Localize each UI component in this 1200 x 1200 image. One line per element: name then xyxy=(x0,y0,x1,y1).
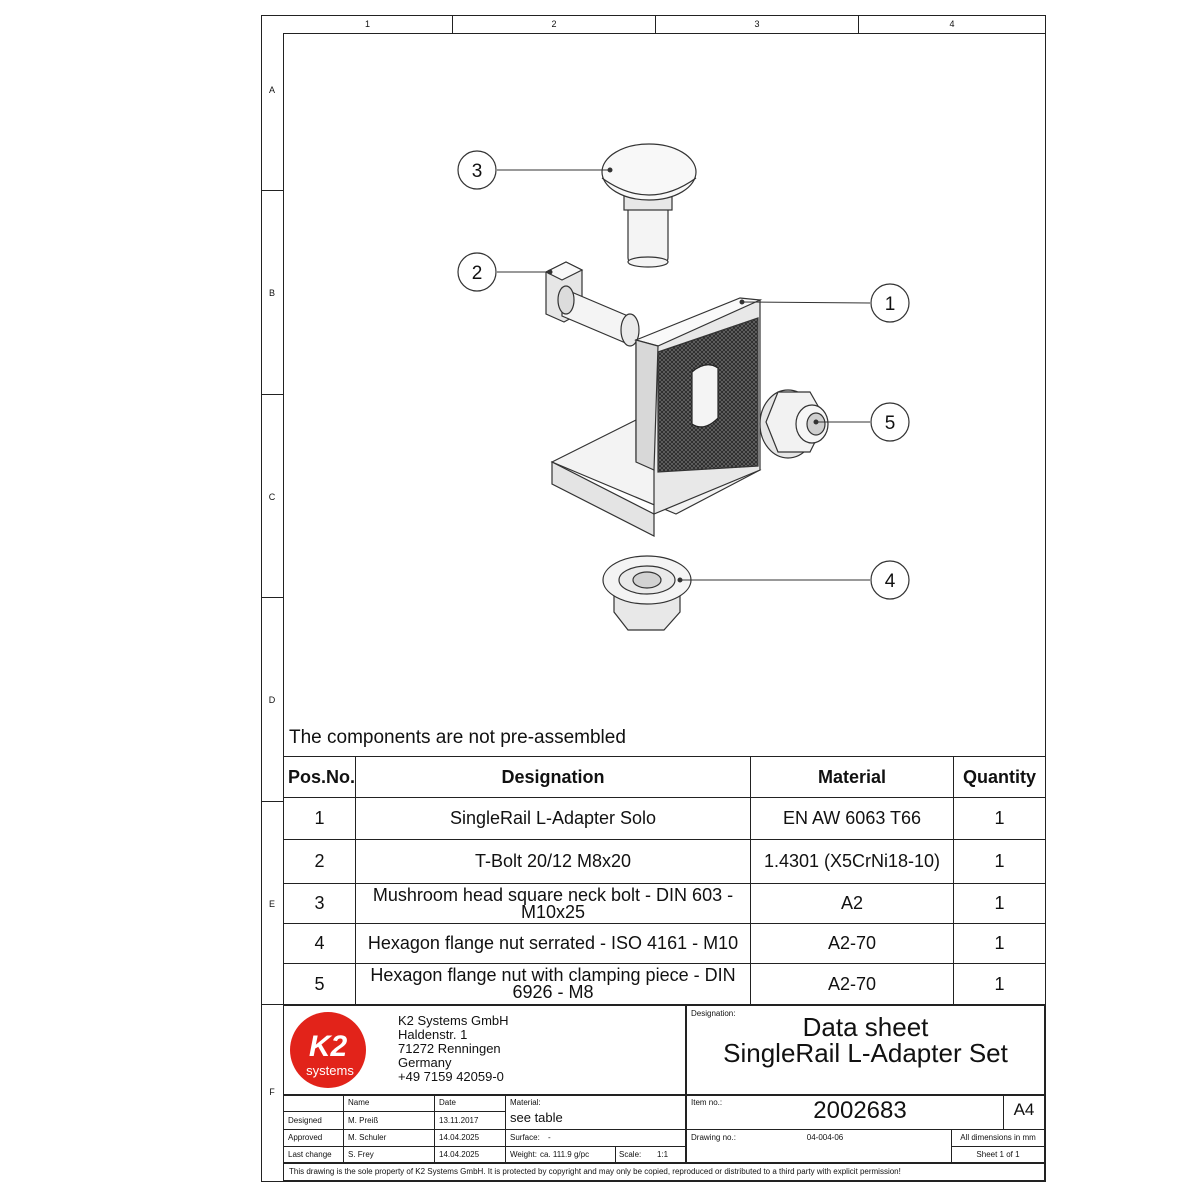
cell-material: 1.4301 (X5CrNi18-10) xyxy=(751,840,954,884)
zone-row-b-label: B xyxy=(268,288,275,298)
name-column-header: Name xyxy=(348,1098,370,1107)
zone-row-e-label: E xyxy=(268,899,275,909)
parts-table-header xyxy=(284,757,1046,798)
table-row xyxy=(284,964,1046,1005)
cell-pos: 3 xyxy=(284,884,356,924)
zone-row-e xyxy=(261,802,283,1005)
table-row xyxy=(284,924,1046,964)
zone-row-c-label: C xyxy=(268,492,276,502)
cell-pos: 4 xyxy=(284,924,356,964)
table-row xyxy=(284,884,1046,924)
header-designation: Designation xyxy=(356,757,751,798)
designed-date: 13.11.2017 xyxy=(439,1116,479,1125)
zone-column-2: 2 xyxy=(453,15,656,33)
cell-designation: T-Bolt 20/12 M8x20 xyxy=(356,840,751,884)
logo-sub-text: systems xyxy=(306,1063,354,1078)
approved-name: M. Schuler xyxy=(348,1133,387,1142)
designed-name: M. Preiß xyxy=(348,1116,379,1125)
company-phone: +49 7159 42059-0 xyxy=(398,1069,504,1084)
scale-value: 1:1 xyxy=(657,1150,669,1159)
cell-designation: Hexagon flange nut with clamping piece - DIN 6926 - M8 xyxy=(356,964,751,1005)
designed-role: Designed xyxy=(288,1116,322,1125)
dimensions-note: All dimensions in mm xyxy=(960,1133,1036,1142)
surface-value: - xyxy=(548,1133,551,1142)
zone-row-f-label: F xyxy=(269,1087,275,1097)
zone-column-1: 1 xyxy=(283,15,453,33)
header-material: Material xyxy=(751,757,954,798)
title-line-1: Data sheet xyxy=(802,1012,929,1042)
drawing-no-label: Drawing no.: xyxy=(691,1133,736,1142)
company-country: Germany xyxy=(398,1055,452,1070)
material-label: Material: xyxy=(510,1098,541,1107)
approved-date: 14.04.2025 xyxy=(439,1133,480,1142)
surface-label: Surface: xyxy=(510,1133,540,1142)
cell-material: A2-70 xyxy=(751,924,954,964)
last-change-role: Last change xyxy=(288,1150,332,1159)
title-line-2: SingleRail L-Adapter Set xyxy=(723,1038,1008,1068)
drawing-number: 04-004-06 xyxy=(806,1133,844,1142)
cell-quantity: 1 xyxy=(954,840,1046,884)
callout-label-4: 4 xyxy=(884,571,896,592)
parts-list-table xyxy=(283,756,1046,1005)
callout-label-5: 5 xyxy=(884,413,896,434)
header-quantity: Quantity xyxy=(954,757,1046,798)
logo-brand-text: K2 xyxy=(308,1030,348,1063)
copyright-disclaimer: This drawing is the sole property of K2 Systems GmbH. It is protected by copyright and may only be copied, reproduced or distributed to a third party with explicit permission! xyxy=(289,1167,901,1176)
hex-flange-nut-serrated-part xyxy=(603,556,691,630)
callout-label-2: 2 xyxy=(471,263,483,284)
cell-pos: 1 xyxy=(284,798,356,840)
cell-material: EN AW 6063 T66 xyxy=(751,798,954,840)
callout-label-1: 1 xyxy=(884,294,896,315)
paper-format: A4 xyxy=(1013,1100,1035,1119)
l-adapter-part xyxy=(552,298,760,536)
material-value: see table xyxy=(510,1110,563,1125)
cell-quantity: 1 xyxy=(954,924,1046,964)
cell-designation: Hexagon flange nut serrated - ISO 4161 - M10 xyxy=(356,924,751,964)
zone-row-d-label: D xyxy=(268,695,276,705)
designation-label: Designation: xyxy=(691,1009,736,1018)
last-change-name: S. Frey xyxy=(348,1150,374,1159)
header-pos-no: Pos.No. xyxy=(284,757,356,798)
hex-flange-nut-clamping-part xyxy=(760,390,828,458)
company-city: 71272 Renningen xyxy=(398,1041,501,1056)
mushroom-head-bolt-part xyxy=(602,144,696,267)
cell-quantity: 1 xyxy=(954,798,1046,840)
callout-label-3: 3 xyxy=(471,161,483,182)
table-row xyxy=(284,798,1046,840)
cell-quantity: 1 xyxy=(954,964,1046,1005)
weight-label: Weight: xyxy=(510,1150,537,1159)
approved-role: Approved xyxy=(288,1133,323,1142)
date-column-header: Date xyxy=(439,1098,456,1107)
table-row xyxy=(284,840,1046,884)
cell-material: A2-70 xyxy=(751,964,954,1005)
zone-column-3: 3 xyxy=(656,15,859,33)
cell-pos: 5 xyxy=(284,964,356,1005)
scale-label: Scale: xyxy=(619,1150,642,1159)
item-number: 2002683 xyxy=(813,1097,907,1124)
zone-row-a-label: A xyxy=(268,85,275,95)
cell-pos: 2 xyxy=(284,840,356,884)
weight-value: ca. 111.9 g/pc xyxy=(540,1150,590,1159)
item-no-label: Item no.: xyxy=(691,1098,723,1107)
assembly-note: The components are not pre-assembled xyxy=(289,727,626,748)
cell-designation: SingleRail L-Adapter Solo xyxy=(356,798,751,840)
cell-material: A2 xyxy=(751,884,954,924)
zone-row-f xyxy=(261,1005,283,1181)
last-change-date: 14.04.2025 xyxy=(439,1150,480,1159)
cell-quantity: 1 xyxy=(954,884,1046,924)
company-address xyxy=(398,1014,509,1084)
k2-systems-logo xyxy=(286,1010,374,1090)
t-bolt-part xyxy=(546,262,639,346)
cell-designation: Mushroom head square neck bolt - DIN 603 - M10x25 xyxy=(356,884,751,924)
company-street: Haldenstr. 1 xyxy=(398,1027,468,1042)
company-name: K2 Systems GmbH xyxy=(398,1013,509,1028)
document-title xyxy=(686,1014,1045,1066)
sheet-count: Sheet 1 of 1 xyxy=(976,1150,1020,1159)
zone-column-4: 4 xyxy=(949,19,955,29)
